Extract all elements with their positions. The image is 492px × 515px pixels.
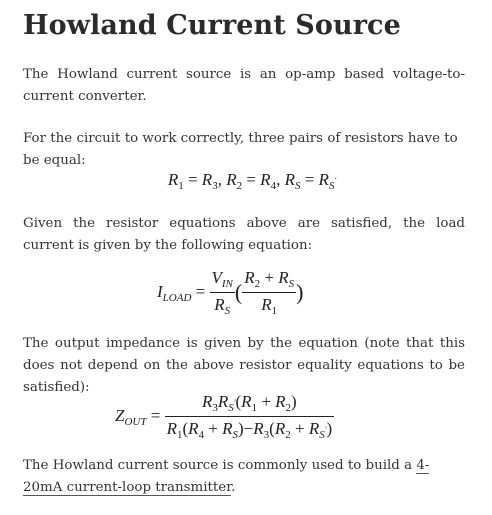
closing-paragraph: [23, 455, 465, 499]
closing-text: The Howland current source is commonly used to build a: [23, 458, 417, 473]
closing-period: .: [231, 480, 236, 495]
resistor-equality-equation: $R_1 = R_3$, $R_2 = R_4$, $R_S = R_{S'}$: [167, 170, 337, 192]
page-title: Howland Current Source: [23, 10, 401, 41]
load-current-equation: $I_{LOAD}$ = $\frac{V_{IN}}{R_S}$ ( $\frac{R_2 + R_S}{R_1}$ ): [157, 268, 304, 317]
intro-paragraph: The Howland current source is an op-amp based voltage-to-current converter.: [23, 67, 465, 104]
load-current-paragraph: Given the resistor equations above are satisfied, the load current is given by the following equation:: [23, 216, 465, 253]
condition-paragraph: For the circuit to work correctly, three pairs of resistors have to be equal:: [23, 131, 458, 168]
impedance-paragraph: The output impedance is given by the equation (note that this does not depend on the above resistor equality equations to be satisfied):: [23, 336, 465, 395]
output-impedance-equation: $Z_{OUT}$ = $\frac{R_3R_{S'}(R_1 + R_2)}{R_1(R_4 + R_S)-R_3(R_2 + R_{S'})}$: [115, 392, 333, 441]
current-loop-transmitter-link[interactable]: 4-20mA current-loop transmitter: [23, 458, 430, 495]
